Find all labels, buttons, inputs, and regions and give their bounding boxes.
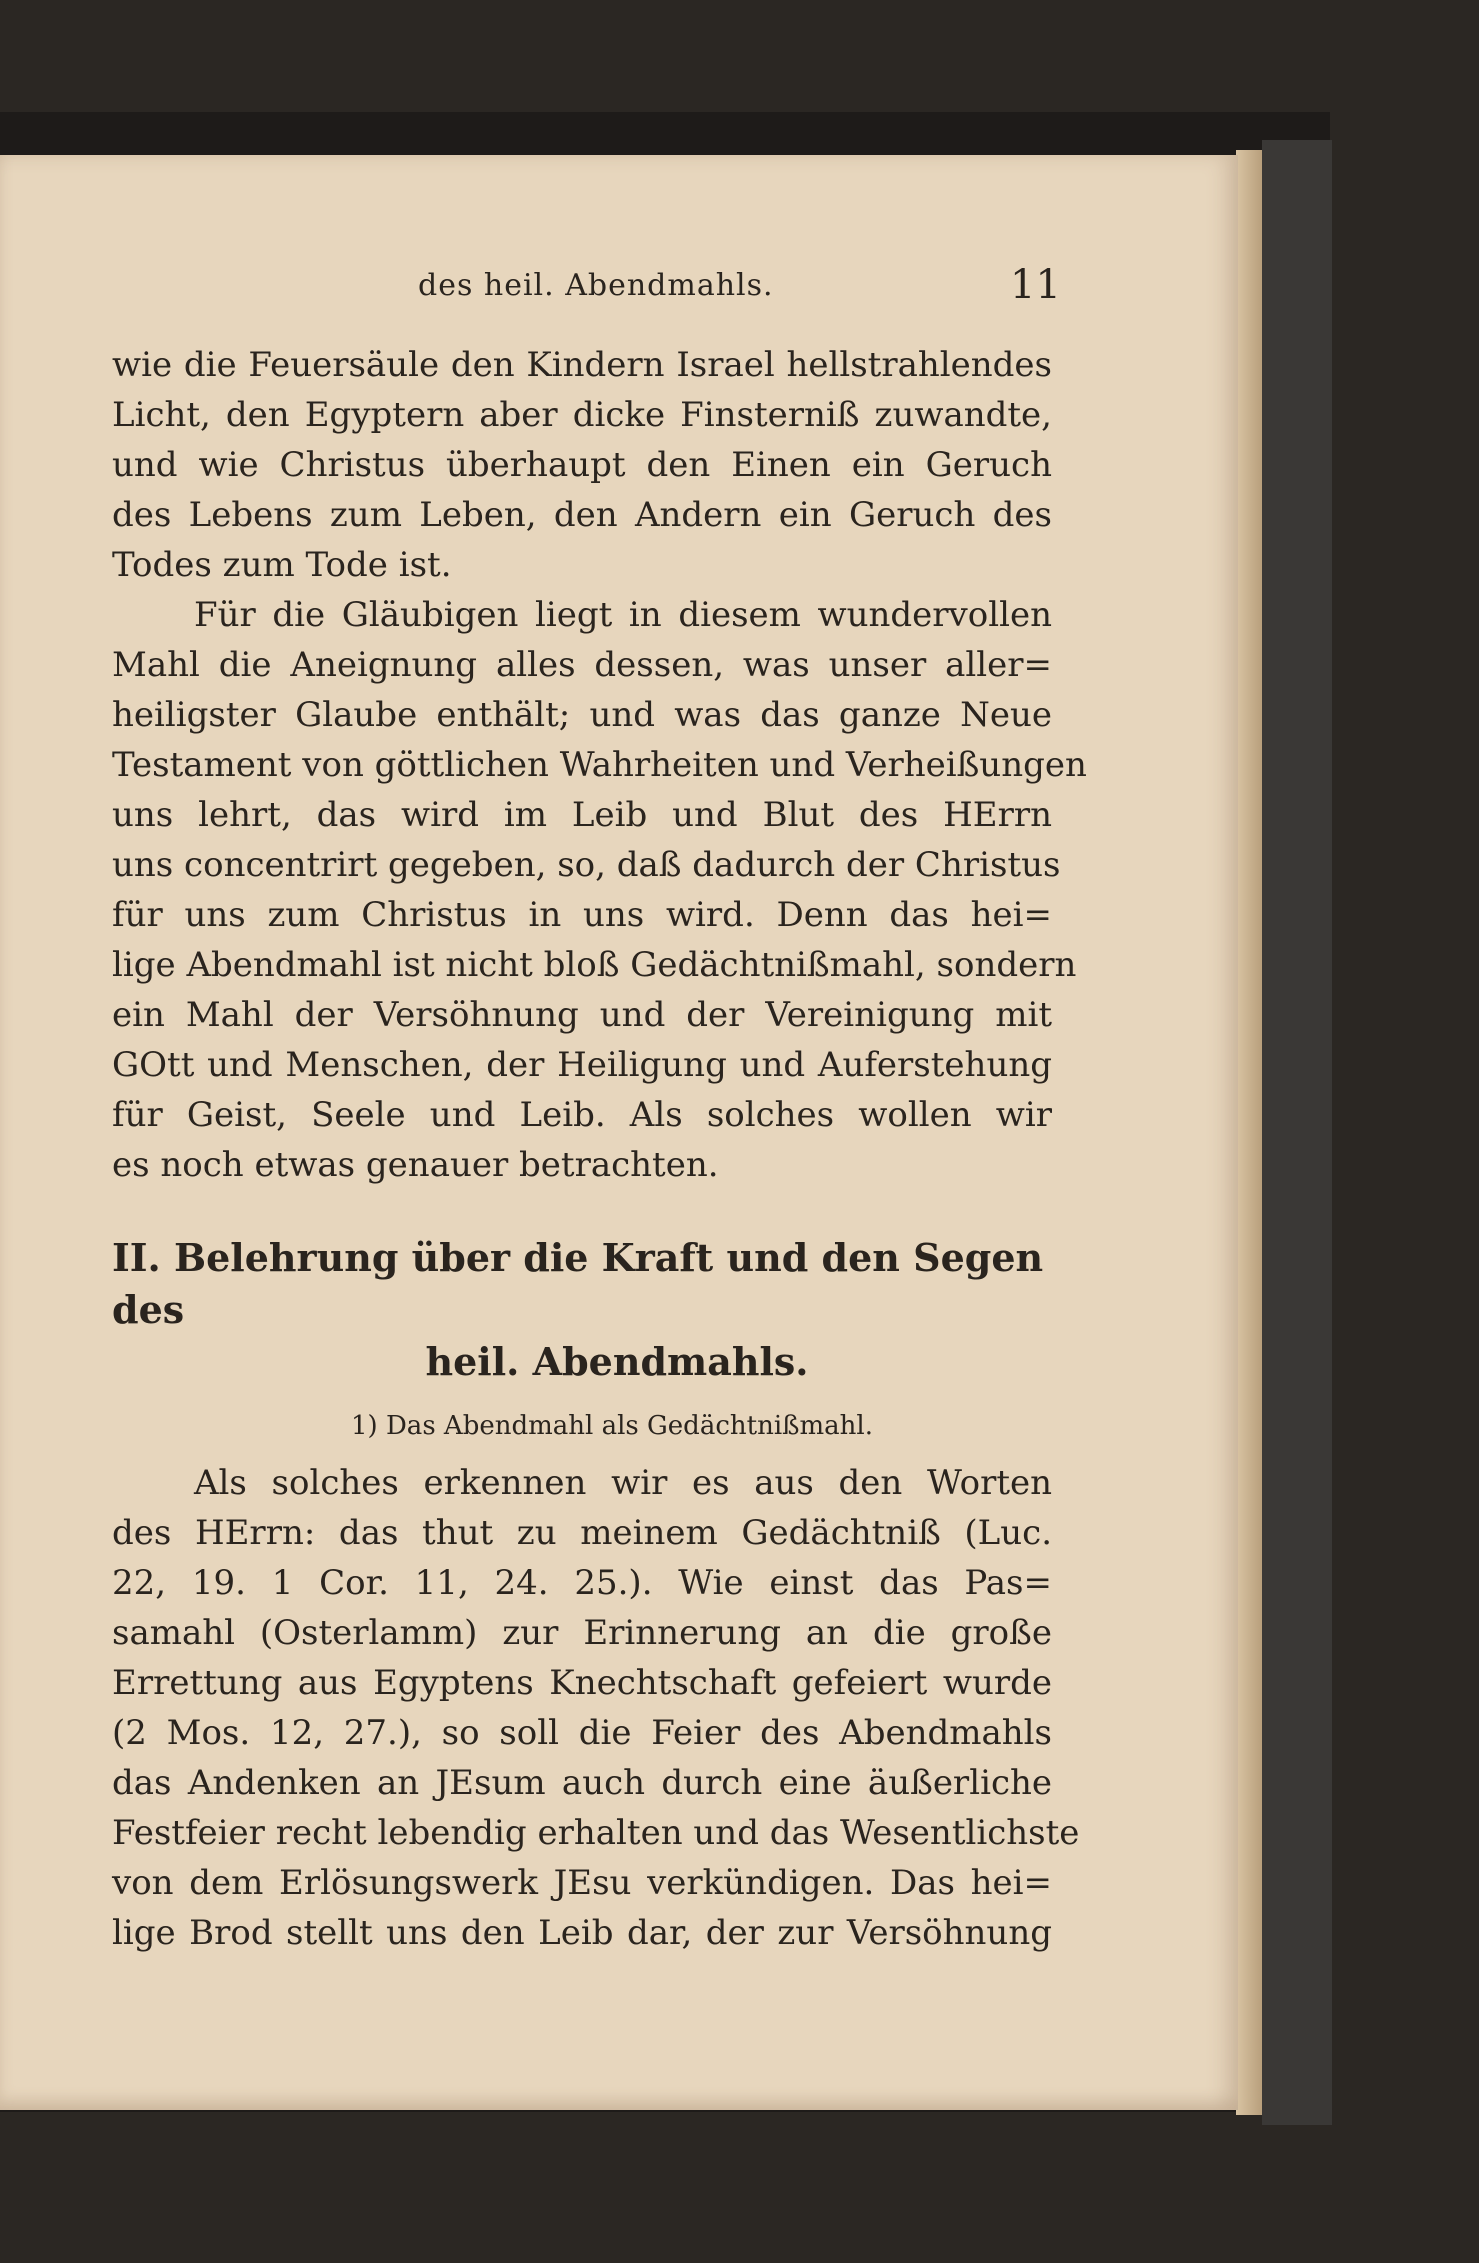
subsection-heading: 1) Das Abendmahl als Gedächtnißmahl. [351, 1411, 873, 1441]
text-line: das Andenken an JEsum auch durch eine äußerliche [112, 1763, 1052, 1803]
text-line: uns lehrt, das wird im Leib und Blut des HErrn [112, 795, 1052, 835]
text-line: des HErrn: das thut zu meinem Gedächtniß (Luc. [112, 1513, 1052, 1553]
text-line: 22, 19. 1 Cor. 11, 24. 25.). Wie einst das Pas= [112, 1563, 1052, 1603]
text-line: wie die Feuersäule den Kindern Israel hellstrahlendes [112, 345, 1052, 385]
page-stack-edge [1236, 150, 1262, 2115]
page-number: 11 [1010, 262, 1061, 308]
text-line: Festfeier recht lebendig erhalten und das Wesentlichste [112, 1813, 1080, 1853]
book-cover-edge [1262, 140, 1332, 2125]
text-line: es noch etwas genauer betrachten. [112, 1145, 719, 1185]
text-line: für uns zum Christus in uns wird. Denn das hei= [112, 895, 1052, 935]
paragraph-3 [112, 1458, 1080, 1958]
section-heading [112, 1232, 1052, 1388]
running-title: des heil. Abendmahls. [418, 268, 774, 303]
text-line: für Geist, Seele und Leib. Als solches wollen wir [112, 1095, 1052, 1135]
text-line: Als solches erkennen wir es aus den Worten [194, 1463, 1052, 1503]
text-line: (2 Mos. 12, 27.), so soll die Feier des Abendmahls [112, 1713, 1052, 1753]
text-line: Mahl die Aneignung alles dessen, was unser aller= [112, 645, 1052, 685]
paragraph-1 [112, 340, 1052, 590]
section-title-2: heil. Abendmahls. [425, 1339, 809, 1384]
text-line: des Lebens zum Leben, den Andern ein Geruch des [112, 495, 1052, 535]
text-line: lige Brod stellt uns den Leib dar, der zur Versöhnung [112, 1913, 1052, 1953]
text-line: Todes zum Tode ist. [112, 545, 452, 585]
text-line: Testament von göttlichen Wahrheiten und Verheißungen [112, 745, 1087, 785]
text-line: Licht, den Egyptern aber dicke Finsterniß zuwandte, [112, 395, 1052, 435]
text-line: von dem Erlösungswerk JEsu verkündigen. Das hei= [112, 1863, 1052, 1903]
text-line: heiligster Glaube enthält; und was das ganze Neue [112, 695, 1052, 735]
section-heading-line-1 [112, 1232, 1052, 1336]
text-body [112, 340, 1087, 1958]
text-line: Errettung aus Egyptens Knechtschaft gefeiert wurde [112, 1663, 1052, 1703]
text-line: GOtt und Menschen, der Heiligung und Auferstehung [112, 1045, 1052, 1085]
text-line: und wie Christus überhaupt den Einen ein Geruch [112, 445, 1052, 485]
section-numeral: II. [112, 1235, 161, 1280]
text-line: Für die Gläubigen liegt in diesem wundervollen [194, 595, 1052, 635]
section-title-1: Belehrung über die Kraft und den Segen des [112, 1235, 1044, 1332]
text-line: lige Abendmahl ist nicht bloß Gedächtnißmahl, sondern [112, 945, 1077, 985]
text-line: uns concentrirt gegeben, so, daß dadurch der Christus [112, 845, 1061, 885]
paragraph-2 [112, 590, 1087, 1190]
text-line: ein Mahl der Versöhnung und der Vereinigung mit [112, 995, 1052, 1035]
text-line: samahl (Osterlamm) zur Erinnerung an die große [112, 1613, 1052, 1653]
